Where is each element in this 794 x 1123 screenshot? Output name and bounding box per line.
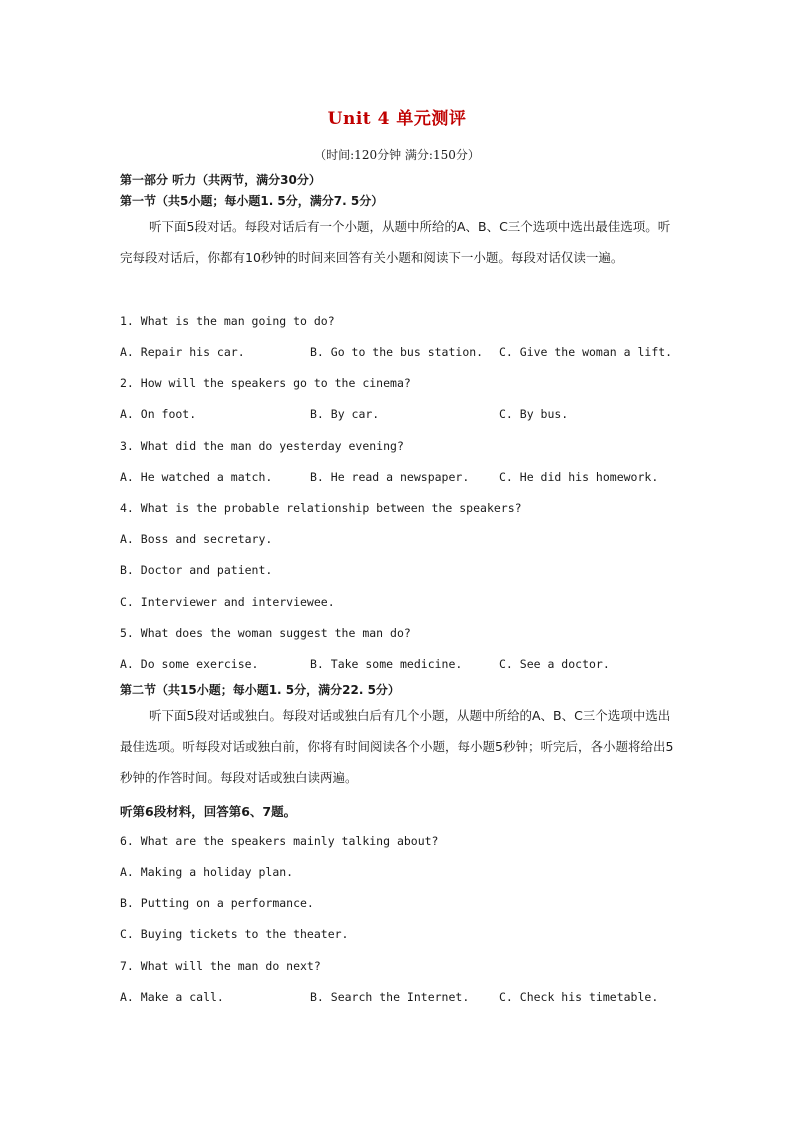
question-stem: 4. What is the probable relationship between the speakers? [120,501,522,515]
section1-heading: 第一节（共5小题；每小题1. 5分，满分7. 5分） [120,194,384,208]
option-b: B. Doctor and patient. [120,563,273,577]
question-stem: 2. How will the speakers go to the cinema? [120,376,411,390]
option-c: C. Buying tickets to the theater. [120,927,349,941]
option-b: B. Take some medicine. [310,657,463,671]
option-b: B. Search the Internet. [310,990,470,1004]
part1-heading: 第一部分 听力（共两节，满分30分） [120,173,321,187]
option-a: A. He watched a match. [120,470,273,484]
option-a: A. Repair his car. [120,345,245,359]
question-stem: 1. What is the man going to do? [120,314,335,328]
section1-instructions: 听下面5段对话。每段对话后有一个小题，从题中所给的A、B、C三个选项中选出最佳选项。听完每段对话后，你都有10秒钟的时间来回答有关小题和阅读下一小题。每段对话仅读一遍。 [120,219,671,265]
section2-heading: 第二节（共15小题；每小题1. 5分，满分22. 5分） [120,683,400,697]
option-c: C. Give the woman a lift. [499,345,673,359]
option-c: C. Check his timetable. [499,990,659,1004]
option-a: A. Make a call. [120,990,224,1004]
question-stem: 3. What did the man do yesterday evening? [120,439,404,453]
option-b: B. He read a newspaper. [310,470,470,484]
option-b: B. By car. [310,407,380,421]
material6-heading: 听第6段材料，回答第6、7题。 [120,804,297,819]
option-a: A. Making a holiday plan. [120,865,294,879]
option-a: A. On foot. [120,407,197,421]
page-title: Unit 4 单元测评 [327,109,467,129]
question-stem: 7. What will the man do next? [120,959,321,973]
option-b: B. Putting on a performance. [120,896,314,910]
section2-instructions: 听下面5段对话或独白。每段对话或独白后有几个小题，从题中所给的A、B、C三个选项中选出最佳选项。听每段对话或独白前，你将有时间阅读各个小题，每小题5秒钟；听完后，各小题将给出5秒钟的作答时间。每段对话或独白读两遍。 [120,708,674,785]
option-a: A. Boss and secretary. [120,532,273,546]
question-stem: 6. What are the speakers mainly talking about? [120,834,439,848]
option-c: C. Interviewer and interviewee. [120,595,335,609]
option-c: C. By bus. [499,407,569,421]
exam-time-score: （时间:120分钟 满分:150分） [314,148,480,162]
question-stem: 5. What does the woman suggest the man do? [120,626,411,640]
option-b: B. Go to the bus station. [310,345,484,359]
option-a: A. Do some exercise. [120,657,259,671]
option-c: C. He did his homework. [499,470,659,484]
option-c: C. See a doctor. [499,657,610,671]
